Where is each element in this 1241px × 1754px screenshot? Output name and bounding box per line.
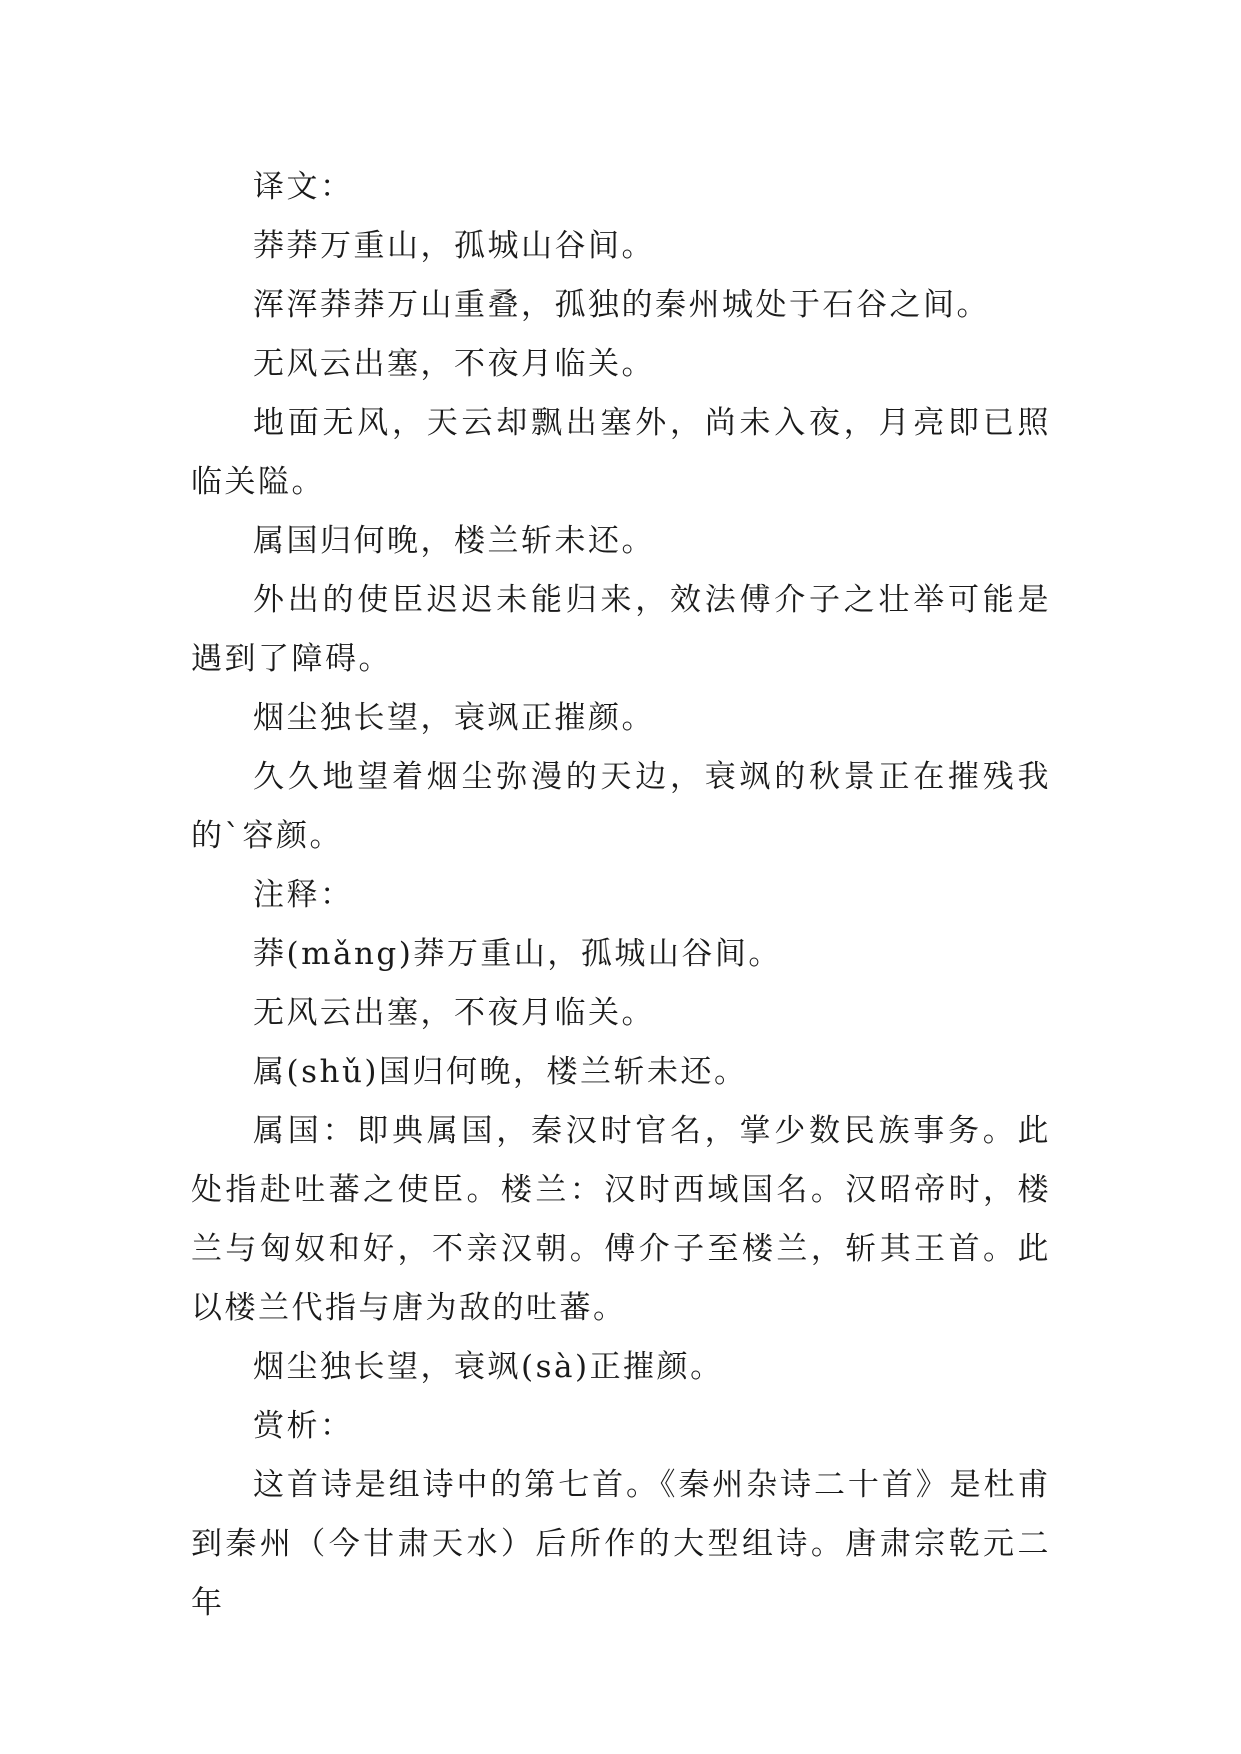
poem-line: 烟尘独长望，衰飒正摧颜。 — [253, 700, 655, 736]
translation-paragraph: 浑浑莽莽万山重叠，孤独的秦州城处于石谷之间。 — [253, 287, 990, 323]
document-body — [191, 158, 1051, 1633]
heading-notes: 注释： — [253, 877, 354, 913]
translation-paragraph: 地面无风，天云却飘出塞外，尚未入夜，月亮即已照临关隘。 — [191, 405, 1051, 500]
appreciation-paragraph: 这首诗是组诗中的第七首。《秦州杂诗二十首》是杜甫到秦州（今甘肃天水）后所作的大型组诗。唐肃宗乾元二年 — [191, 1467, 1051, 1621]
heading-appreciation: 赏析： — [253, 1408, 354, 1444]
poem-line: 无风云出塞，不夜月临关。 — [253, 346, 655, 382]
heading-translation: 译文： — [253, 169, 354, 205]
translation-paragraph: 久久地望着烟尘弥漫的天边，衰飒的秋景正在摧残我的`容颜。 — [191, 759, 1051, 854]
poem-line: 莽莽万重山，孤城山谷间。 — [253, 228, 655, 264]
annotated-poem-line: 无风云出塞，不夜月临关。 — [253, 995, 655, 1031]
note-paragraph: 属国：即典属国，秦汉时官名，掌少数民族事务。此处指赴吐蕃之使臣。楼兰：汉时西域国名。汉昭帝时，楼兰与匈奴和好，不亲汉朝。傅介子至楼兰，斩其王首。此以楼兰代指与唐为敌的吐蕃。 — [191, 1113, 1051, 1326]
annotated-poem-line: 属(shǔ)国归何晚，楼兰斩未还。 — [253, 1054, 748, 1090]
poem-line: 属国归何晚，楼兰斩未还。 — [253, 523, 655, 559]
annotated-poem-line: 莽(mǎng)莽万重山，孤城山谷间。 — [253, 936, 782, 972]
translation-paragraph: 外出的使臣迟迟未能归来，效法傅介子之壮举可能是遇到了障碍。 — [191, 582, 1051, 677]
annotated-poem-line: 烟尘独长望，衰飒(sà)正摧颜。 — [253, 1349, 724, 1385]
